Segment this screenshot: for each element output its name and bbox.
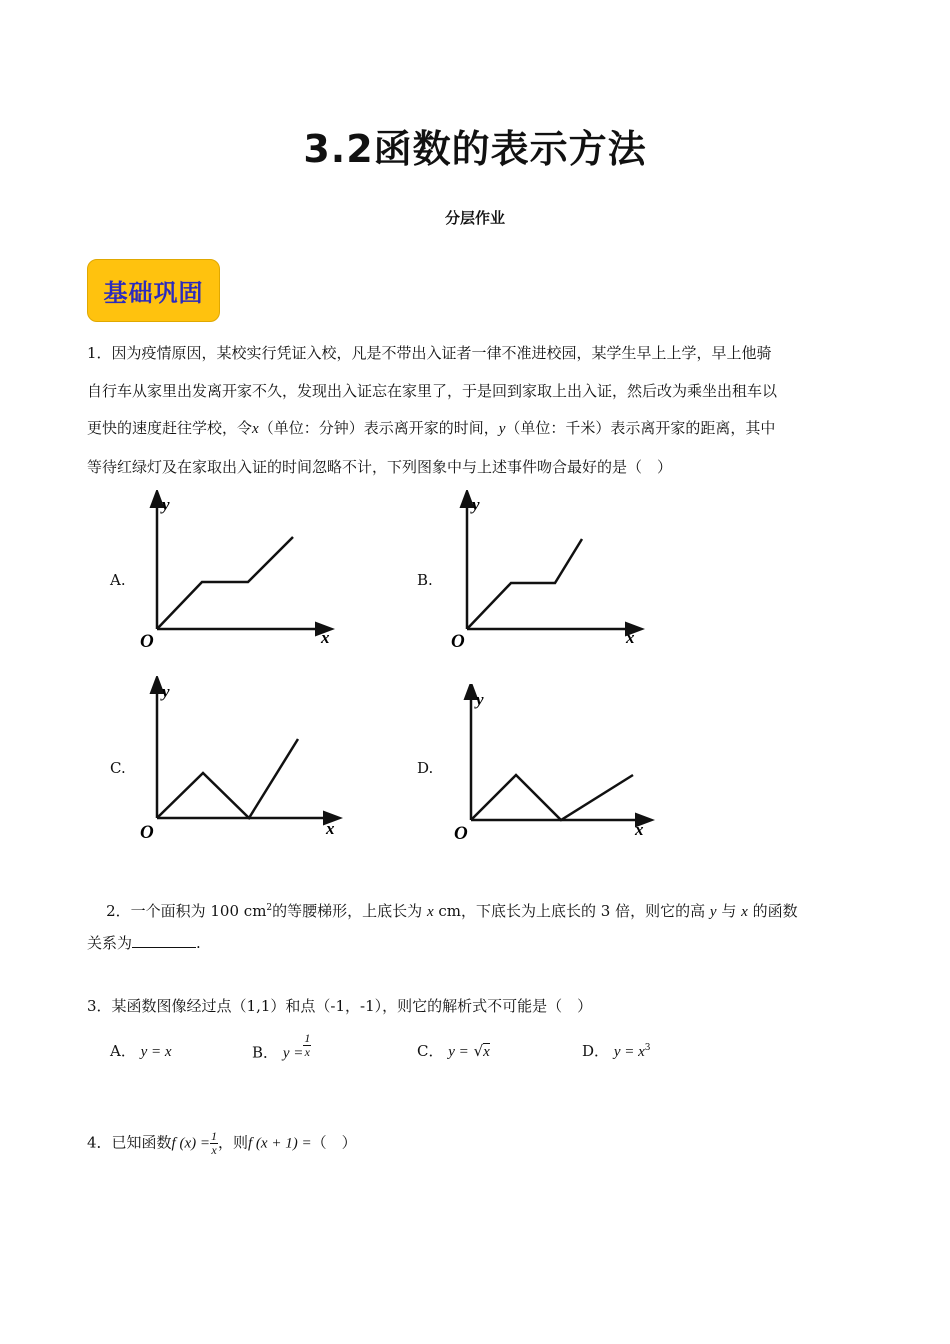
x-label: x — [635, 820, 644, 839]
origin-label: O — [454, 823, 468, 844]
q1-option-a-label[interactable]: A. — [110, 571, 126, 589]
q3-option-c[interactable]: C． y = √x — [417, 1042, 490, 1060]
q2-line-1: 2．一个面积为 100 $cm^2$的等腰梯形，上底长为 x cm，下底长为上底长的 3 倍，则它的高 y 与 x 的函数 — [106, 902, 798, 920]
q1-option-c-label[interactable]: C. — [110, 759, 126, 777]
q1-graph-d[interactable] — [449, 684, 664, 846]
q1-option-d-label[interactable]: D. — [417, 759, 434, 777]
q1-graph-b[interactable] — [445, 490, 660, 655]
question-2 — [87, 893, 877, 959]
origin-label: O — [451, 631, 465, 652]
page-subtitle: 分层作业 — [444, 209, 505, 227]
y-label: y — [472, 495, 480, 514]
q1-graph-a[interactable] — [135, 490, 350, 655]
q1-option-b-label[interactable]: B. — [417, 571, 433, 589]
x-label: x — [321, 628, 330, 647]
q1-graph-c[interactable] — [135, 676, 350, 844]
q1-line-1: 1．因为疫情原因，某校实行凭证入校，凡是不带出入证者一律不准进校园，某学生早上上学，早上他骑 — [87, 344, 772, 362]
graph-line — [157, 739, 298, 818]
q3-option-b[interactable]: B． y = $\frac{1}{x}$ — [252, 1031, 311, 1062]
graph-line — [471, 775, 633, 820]
question-1 — [87, 335, 867, 486]
x-label: x — [626, 628, 635, 647]
x-label: x — [326, 819, 335, 838]
y-label: y — [162, 682, 170, 701]
origin-label: O — [140, 822, 154, 843]
section-badge: 基础巩固 — [87, 259, 220, 322]
y-label: y — [476, 690, 484, 709]
answer-blank[interactable] — [132, 933, 196, 948]
origin-label: O — [140, 631, 154, 652]
q1-line-3: 更快的速度赶往学校，令x（单位：分钟）表示离开家的时间，y（单位：千米）表示离开家的距离，其中 — [87, 419, 776, 437]
q2-line-2: 关系为 . — [87, 934, 201, 952]
q1-line-4: 等待红绿灯及在家取出入证的时间忽略不计，下列图象中与上述事件吻合最好的是（ ） — [87, 457, 673, 476]
question-4: 4．已知函数f (x) = $\frac{1}{x}$ ，则f (x + 1) =（ ） — [87, 1129, 357, 1157]
page-title: 3.2函数的表示方法 — [303, 127, 647, 171]
graph-line — [157, 537, 293, 629]
y-label: y — [162, 495, 170, 514]
question-3: 3．某函数图像经过点（1,1）和点（-1，-1），则它的解析式不可能是（ ） — [87, 997, 593, 1015]
q3-option-d[interactable]: D． $y = x^3$ — [582, 1042, 651, 1060]
q1-line-2: 自行车从家里出发离开家不久，发现出入证忘在家里了，于是回到家取上出入证，然后改为乘坐出租车以 — [87, 381, 778, 400]
graph-line — [467, 539, 582, 629]
q3-option-a[interactable]: A． y = x — [110, 1042, 172, 1060]
